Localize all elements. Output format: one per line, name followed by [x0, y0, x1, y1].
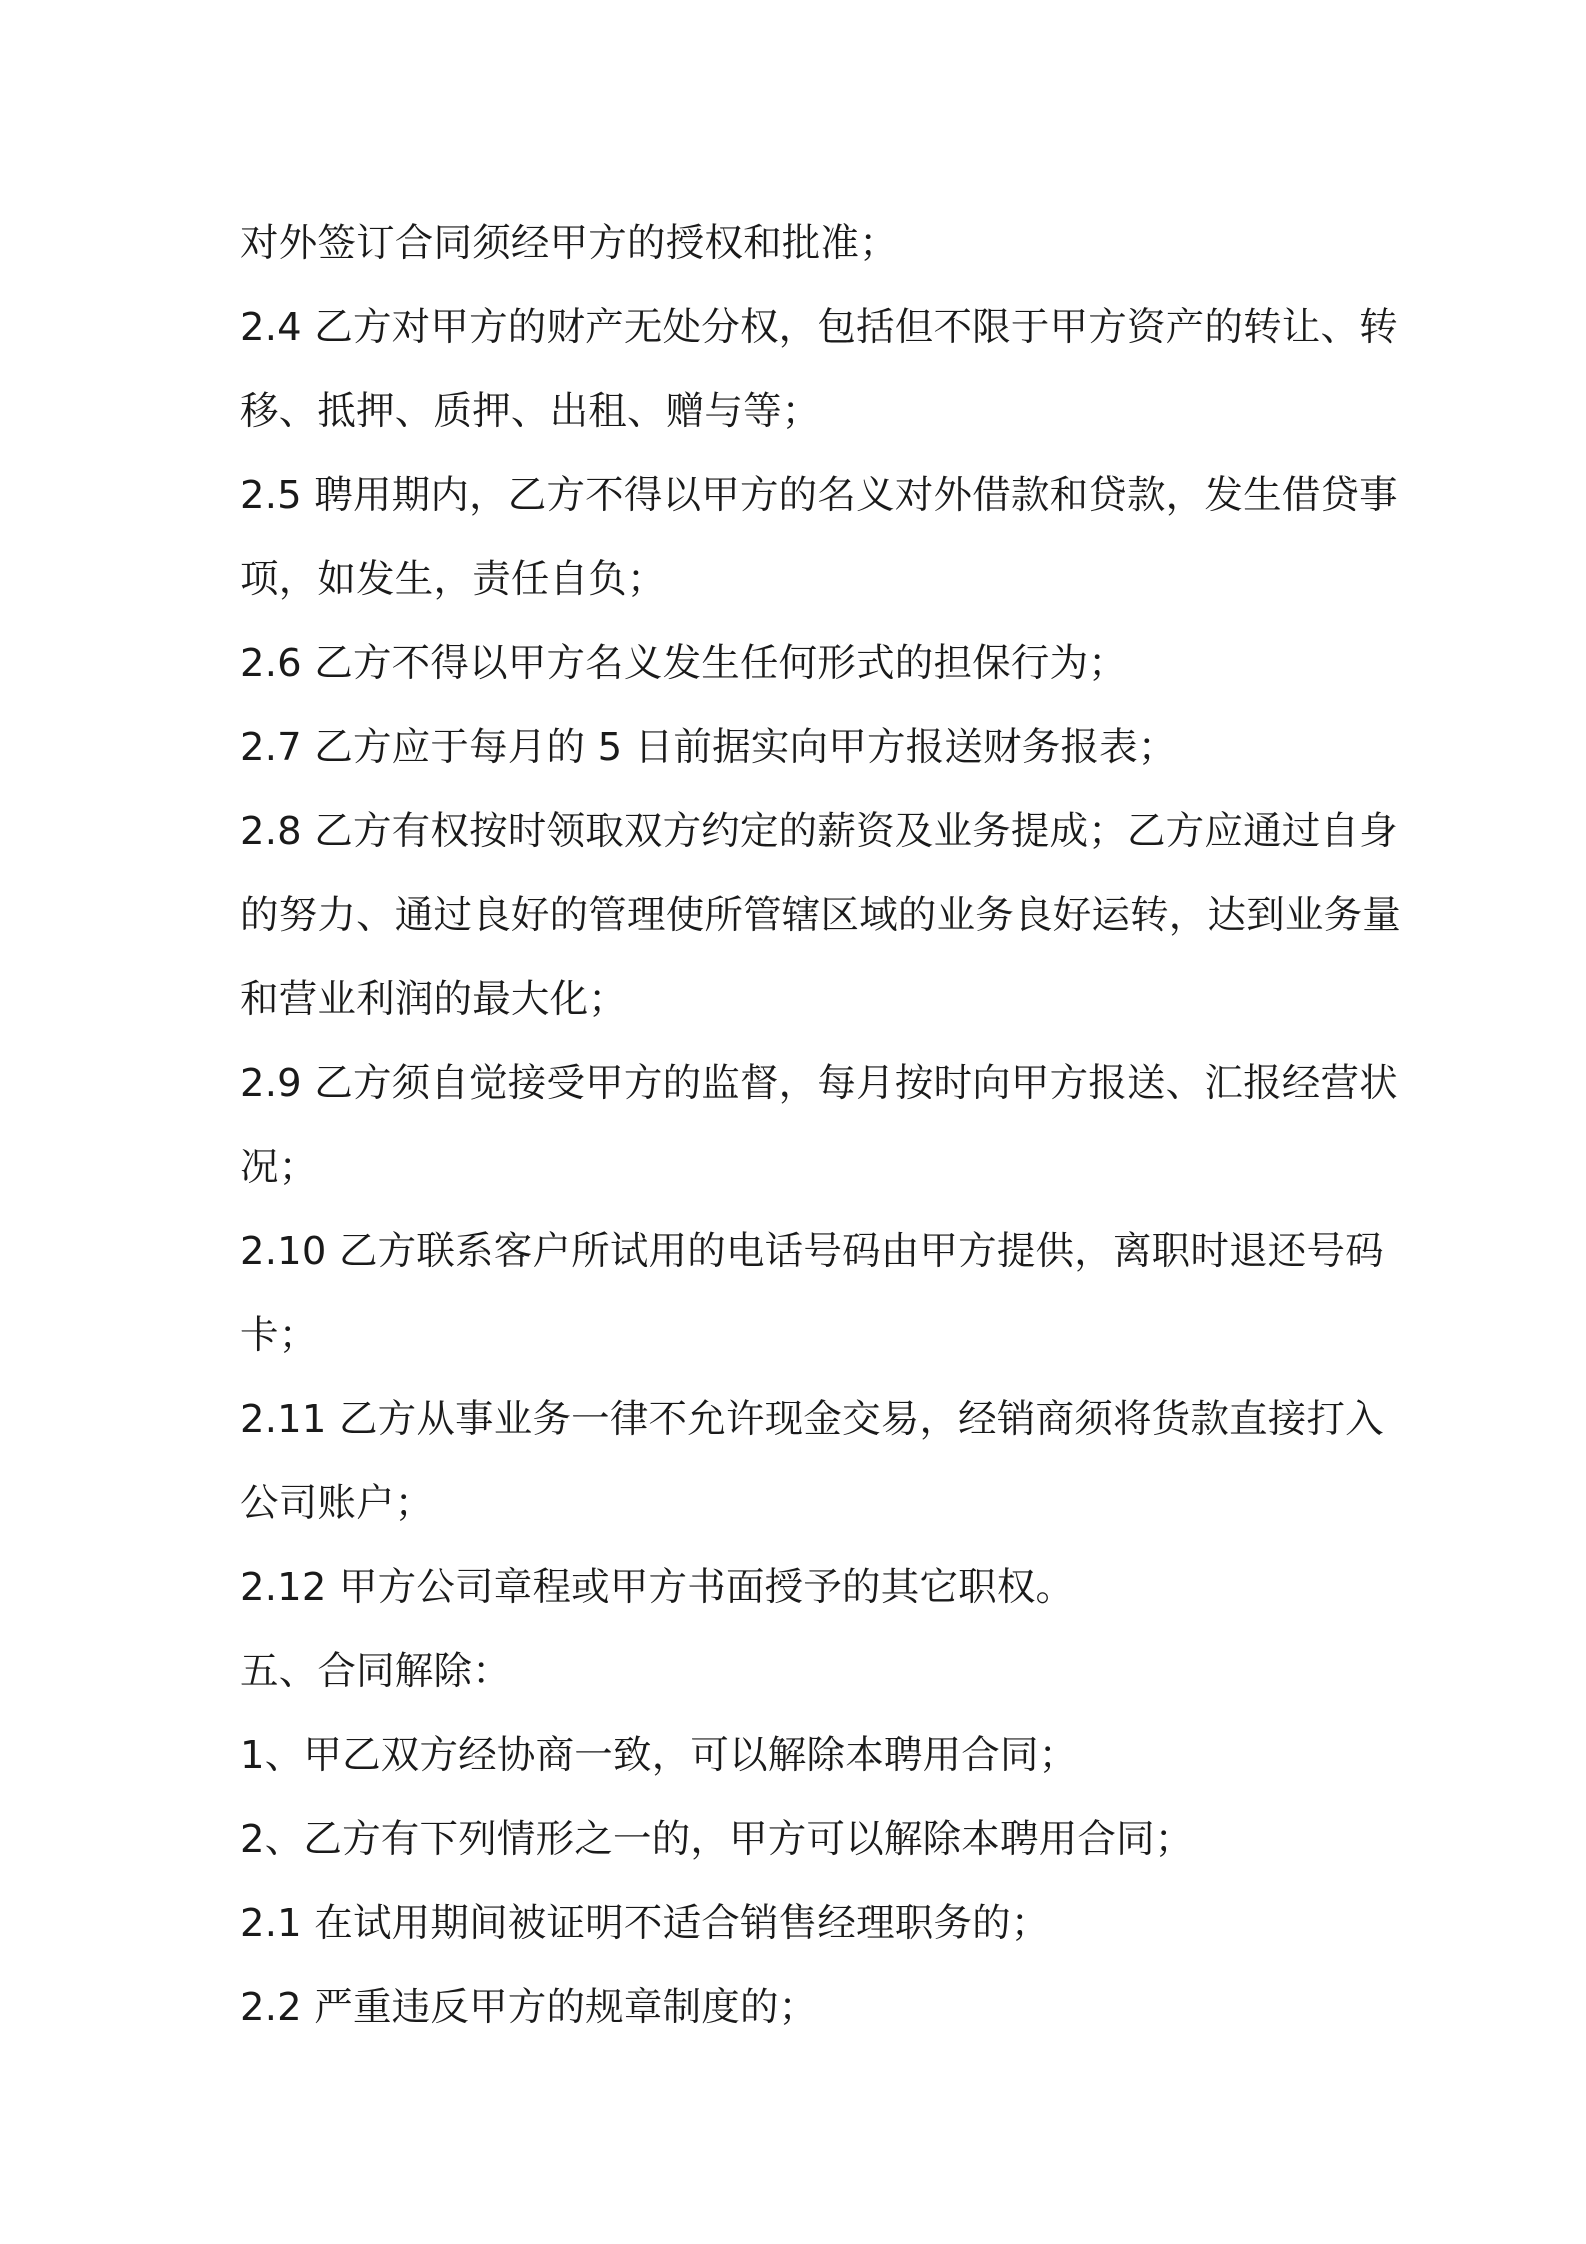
section-heading: 五、合同解除： — [240, 1649, 511, 1694]
text-line: 的努力、通过良好的管理使所管辖区域的业务良好运转，达到业务量 — [240, 893, 1402, 938]
text-line: 2.1 在试用期间被证明不适合销售经理职务的； — [240, 1901, 1050, 1946]
text-line: 项，如发生，责任自负； — [240, 557, 666, 602]
text-line: 2.5 聘用期内，乙方不得以甲方的名义对外借款和贷款，发生借贷事 — [240, 473, 1398, 518]
text-line: 2.6 乙方不得以甲方名义发生任何形式的担保行为； — [240, 641, 1127, 686]
text-line: 2.12 甲方公司章程或甲方书面授予的其它职权。 — [240, 1565, 1075, 1610]
text-line: 对外签订合同须经甲方的授权和批准； — [240, 221, 898, 266]
text-line: 2.4 乙方对甲方的财产无处分权，包括但不限于甲方资产的转让、转 — [240, 305, 1398, 350]
text-line: 2.11 乙方从事业务一律不允许现金交易，经销商须将货款直接打入 — [240, 1397, 1384, 1442]
text-line: 1、甲乙双方经协商一致，可以解除本聘用合同； — [240, 1733, 1078, 1778]
text-line: 2.2 严重违反甲方的规章制度的； — [240, 1985, 818, 2030]
text-line: 卡； — [240, 1313, 318, 1358]
document-body — [240, 202, 1402, 2050]
text-line: 况； — [240, 1145, 318, 1190]
text-line: 2.7 乙方应于每月的 5 日前据实向甲方报送财务报表； — [240, 725, 1177, 770]
text-line: 移、抵押、质押、出租、赠与等； — [240, 389, 821, 434]
text-line: 2.8 乙方有权按时领取双方约定的薪资及业务提成；乙方应通过自身 — [240, 809, 1398, 854]
text-line: 公司账户； — [240, 1481, 434, 1526]
text-line: 2、乙方有下列情形之一的，甲方可以解除本聘用合同； — [240, 1817, 1194, 1862]
text-line: 2.9 乙方须自觉接受甲方的监督，每月按时向甲方报送、汇报经营状 — [240, 1061, 1398, 1106]
text-line: 2.10 乙方联系客户所试用的电话号码由甲方提供，离职时退还号码 — [240, 1229, 1384, 1274]
text-line: 和营业利润的最大化； — [240, 977, 628, 1022]
